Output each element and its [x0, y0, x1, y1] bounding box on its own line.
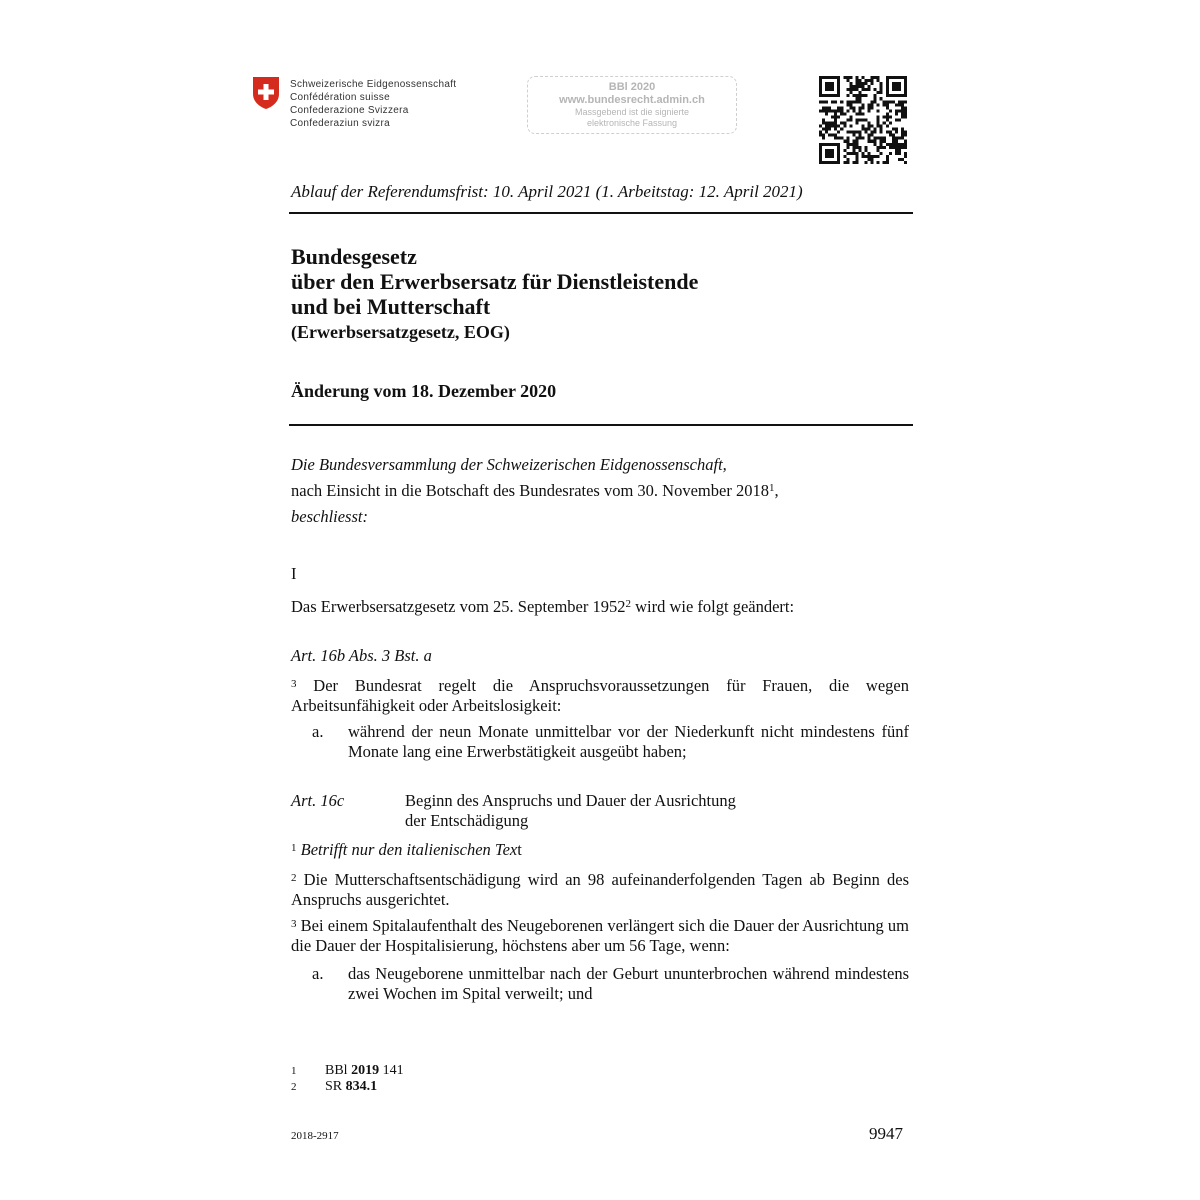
title-rule [289, 424, 913, 426]
footnote-ref-2[interactable]: 2 [625, 598, 631, 610]
preamble-authority: Die Bundesversammlung der Schweizerischen Eidgenossenschaft, [291, 455, 727, 474]
admin-line-fr: Confédération suisse [290, 92, 390, 103]
art16b-item-letter: a. [312, 722, 324, 741]
law-title-line-3: und bei Mutterschaft [291, 294, 491, 319]
admin-line-it: Confederazione Svizzera [290, 105, 409, 116]
section-intro-text: Das Erwerbsersatzgesetz vom 25. September 1952 [291, 597, 626, 616]
art16c-paragraph-3 [291, 914, 909, 956]
footnote-2-text [325, 1079, 377, 1095]
art16c-item-letter: a. [312, 964, 324, 983]
footnotes [291, 1063, 404, 1095]
amendment-date: Änderung vom 18. Dezember 2020 [291, 381, 557, 401]
footnote-ref-1[interactable]: 1 [768, 482, 775, 494]
referendum-deadline: Ablauf der Referendumsfrist: 10. April 2021 (1. Arbeitstag: 12. April 2021) [291, 182, 803, 201]
footnote-2-pre: SR [325, 1079, 346, 1094]
federal-administration-names [290, 78, 456, 130]
footnote-1-pre: BBl [325, 1063, 352, 1078]
bbl-signature-stamp [527, 76, 737, 134]
document-number: 2018-2917 [291, 1130, 339, 1142]
preamble-resolves: beschliesst: [291, 507, 368, 526]
art16c-paragraph-2 [291, 868, 909, 910]
footnote-1-post: 141 [379, 1063, 404, 1078]
art16c-p1-end: t [517, 840, 522, 859]
admin-line-rm: Confederaziun svizra [290, 118, 390, 129]
footnote-2-bold: 834.1 [345, 1079, 378, 1094]
stamp-line-1: BBl 2020 [608, 81, 656, 93]
law-title [291, 244, 698, 319]
section-intro [291, 597, 794, 617]
art16c-title-line-1: Beginn des Anspruchs und Dauer der Ausrichtung [405, 791, 736, 810]
preamble-considering [291, 481, 779, 501]
art16b-item-text: während der neun Monate unmittelbar vor der Niederkunft nicht mindestens fünf Monate lang eine Erwerbstätigkeit ausgeübt haben; [348, 722, 909, 761]
art16c-title [405, 791, 736, 831]
swiss-coat-of-arms-logo [252, 76, 280, 110]
stamp-line-2: www.bundesrecht.admin.ch [559, 94, 705, 106]
stamp-line-4: elektronische Fassung [586, 118, 678, 128]
art16b-heading: Art. 16b Abs. 3 Bst. a [291, 646, 432, 665]
page-number: 9947 [869, 1124, 903, 1143]
admin-line-de: Schweizerische Eidgenossenschaft [290, 79, 457, 90]
art16b-paragraph-number: 3 [291, 678, 297, 690]
art16c-p3-number: 3 [291, 918, 297, 930]
qr-code-icon[interactable] [819, 76, 907, 164]
stamp-line-3: Massgebend ist die signierte [574, 107, 690, 117]
art16c-p1-number: 1 [291, 842, 297, 854]
art16c-p2-text: Die Mutterschaftsentschädigung wird an 98 aufeinanderfolgenden Tagen ab Beginn des Anspruchs ausgerichtet. [291, 870, 909, 909]
art16c-item-text: das Neugeborene unmittelbar nach der Geburt ununterbrochen während mindestens zwei Wochen im Spital verweilt; und [348, 964, 909, 1003]
art16c-p1-italic: Betrifft nur den italienischen Tex [296, 840, 518, 859]
art16c-paragraph-1 [291, 838, 522, 860]
footnote-1-bold: 2019 [351, 1063, 380, 1078]
footnote-1-text [325, 1063, 404, 1079]
art16b-paragraph [291, 674, 909, 716]
footnote-1-number: 1 [291, 1065, 297, 1077]
footnote-2 [291, 1079, 404, 1095]
law-short-title: (Erwerbsersatzgesetz, EOG) [291, 322, 510, 342]
footnote-1 [291, 1063, 404, 1079]
preamble-considering-text: nach Einsicht in die Botschaft des Bundesrates vom 30. November 2018 [291, 481, 769, 500]
footnote-2-number: 2 [291, 1081, 297, 1093]
art16c-label: Art. 16c [291, 791, 345, 810]
art16c-p3-text: Bei einem Spitalaufenthalt des Neugeborenen verlängert sich die Dauer der Ausrichtung um die Dauer der Hospitalisierung, höchstens aber um 56 Tage, wenn: [291, 916, 909, 955]
header-rule [289, 212, 913, 214]
law-title-line-2: über den Erwerbsersatz für Dienstleistende [291, 269, 699, 294]
preamble-considering-end: , [774, 481, 779, 500]
art16b-paragraph-text: Der Bundesrat regelt die Anspruchsvoraussetzungen für Frauen, die wegen Arbeitsunfähigkeit oder Arbeitslosigkeit: [291, 676, 909, 715]
section-intro-end: wird wie folgt geändert: [630, 597, 795, 616]
art16c-p2-number: 2 [291, 872, 297, 884]
section-numeral: I [291, 564, 297, 583]
art16c-title-line-2: der Entschädigung [405, 811, 529, 830]
law-title-line-1: Bundesgesetz [291, 244, 417, 269]
